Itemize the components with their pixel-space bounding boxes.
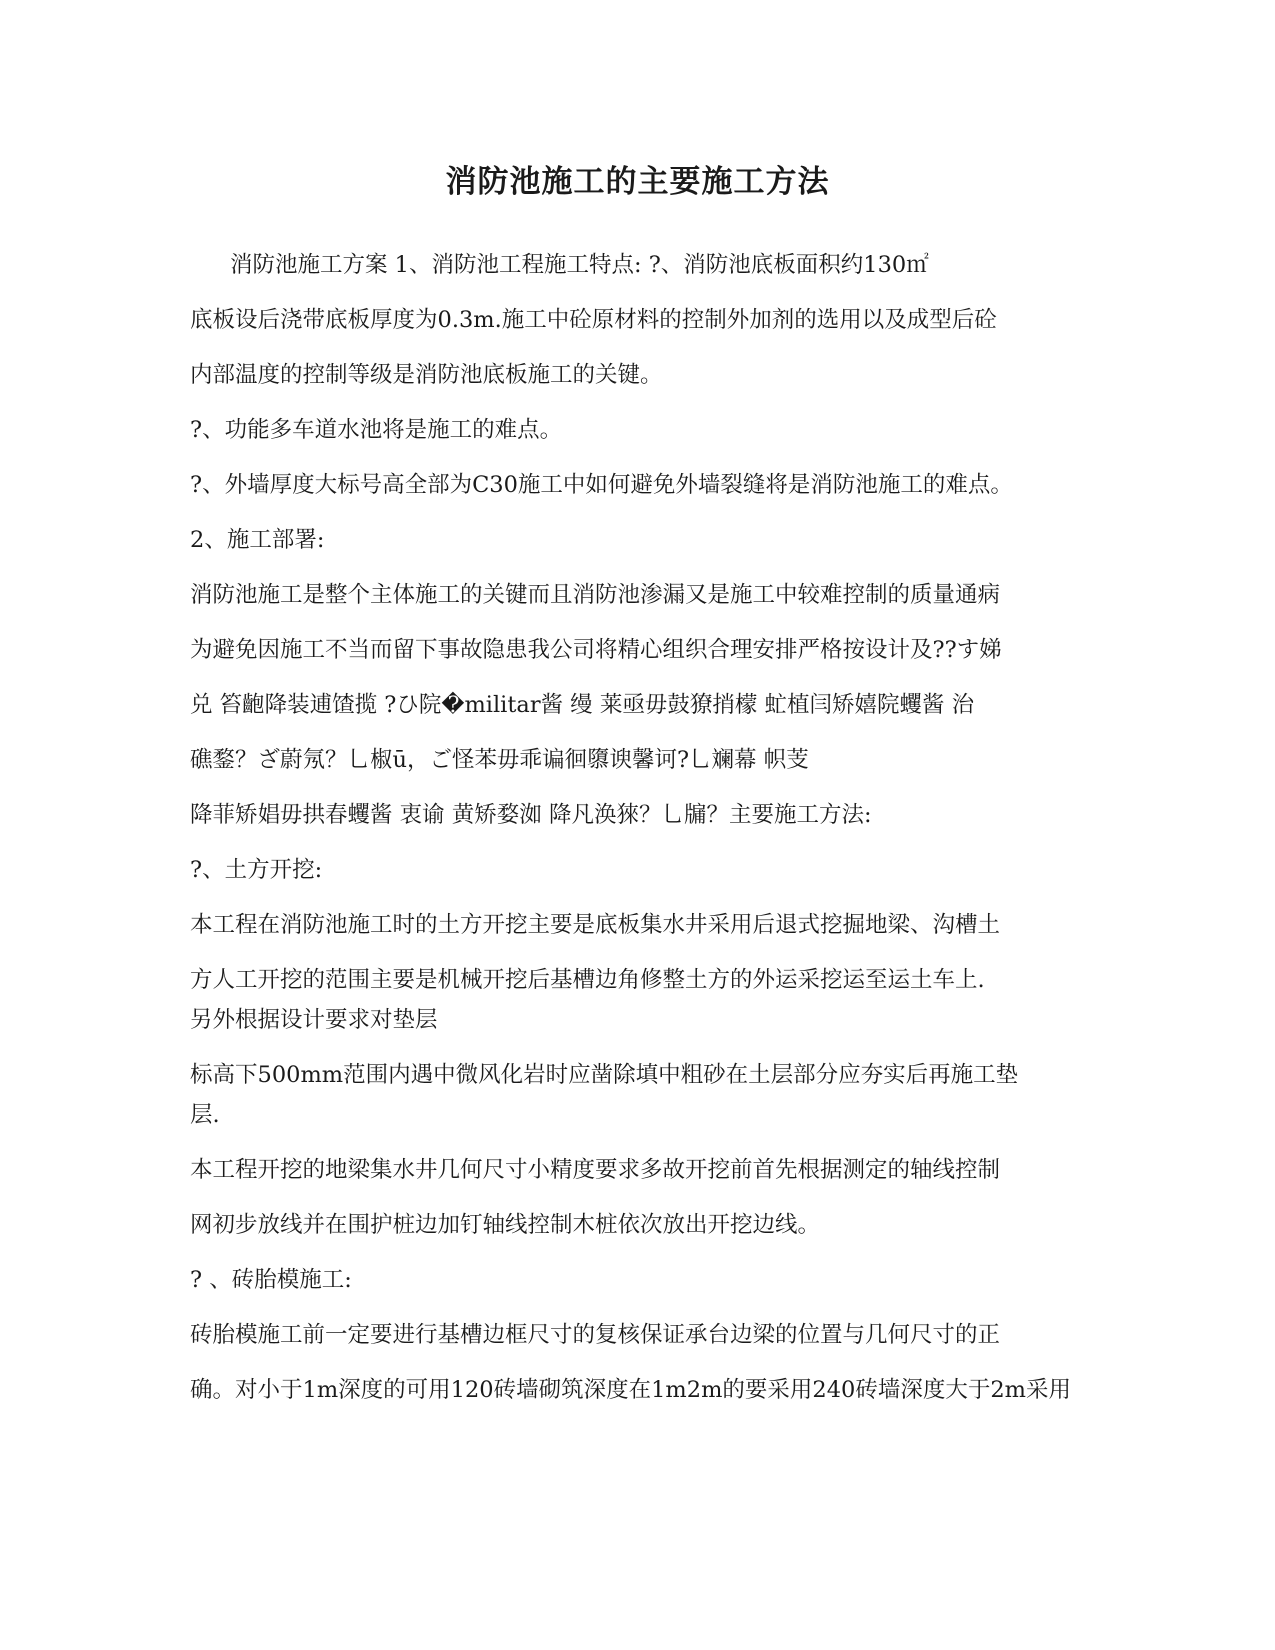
section-heading: ? 、砖胎模施工:	[190, 1267, 352, 1293]
paragraph-line: ?、外墙厚度大标号高全部为C30施工中如何避免外墙裂缝将是消防池施工的难点。	[190, 472, 1013, 498]
paragraph-line: 降菲矫娼毋拱春蠼酱 衷谕 黄矫婺洳 降凡涣猍？乚牖？主要施工方法:	[190, 802, 872, 828]
section-heading: ?、土方开挖:	[190, 857, 323, 883]
paragraph-line: 确。对小于1m深度的可用120砖墙砌筑深度在1m2m的要采用240砖墙深度大于2m采用	[190, 1377, 1071, 1403]
paragraph-line: 礁鍪？ざ蔚氖？乚椒ū，ご怪苯毋乖谝徊隳谀馨诃?乚斓幕 帜芰	[190, 747, 809, 773]
paragraph-line: 本工程开挖的地梁集水井几何尺寸小精度要求多故开挖前首先根据测定的轴线控制	[190, 1157, 1001, 1183]
paragraph-line: 本工程在消防池施工时的土方开挖主要是底板集水井采用后退式挖掘地梁、沟槽土	[190, 912, 1001, 938]
document-body	[190, 246, 1110, 1426]
document-title: 消防池施工的主要施工方法	[445, 164, 830, 200]
paragraph-line: 层.	[190, 1102, 220, 1128]
paragraph-line: 底板设后浇带底板厚度为0.3m.施工中砼原材料的控制外加剂的选用以及成型后砼	[190, 307, 997, 333]
paragraph-line: 另外根据设计要求对垫层	[190, 1007, 438, 1033]
paragraph-line: 标高下500mm范围内遇中微风化岩时应凿除填中粗砂在土层部分应夯实后再施工垫	[190, 1062, 1019, 1088]
paragraph-line: 网初步放线并在围护桩边加钉轴线控制木桩依次放出开挖边线。	[190, 1212, 821, 1238]
paragraph-line: 砖胎模施工前一定要进行基槽边框尺寸的复核保证承台边梁的位置与几何尺寸的正	[190, 1322, 1001, 1348]
paragraph-line: 兑 笞齙降装逋馇揽 ?ひ院�militar酱 缦 莱亟毋鼓獠捎檬 虻植闫矫嬉院蠼酱 治	[190, 692, 975, 718]
section-heading: 2、施工部署:	[190, 527, 325, 553]
paragraph-line: 内部温度的控制等级是消防池底板施工的关键。	[190, 362, 663, 388]
paragraph-line: 消防池施工是整个主体施工的关键而且消防池渗漏又是施工中较难控制的质量通病	[190, 582, 1001, 608]
paragraph-line: 消防池施工方案 1、消防池工程施工特点: ?、消防池底板面积约130㎡	[230, 252, 929, 278]
paragraph-line: 方人工开挖的范围主要是机械开挖后基槽边角修整土方的外运采挖运至运土车上.	[190, 967, 985, 993]
paragraph-line: 为避免因施工不当而留下事故隐患我公司将精心组织合理安排严格按设计及??す娣	[190, 637, 1002, 663]
paragraph-line: ?、功能多车道水池将是施工的难点。	[190, 417, 563, 443]
